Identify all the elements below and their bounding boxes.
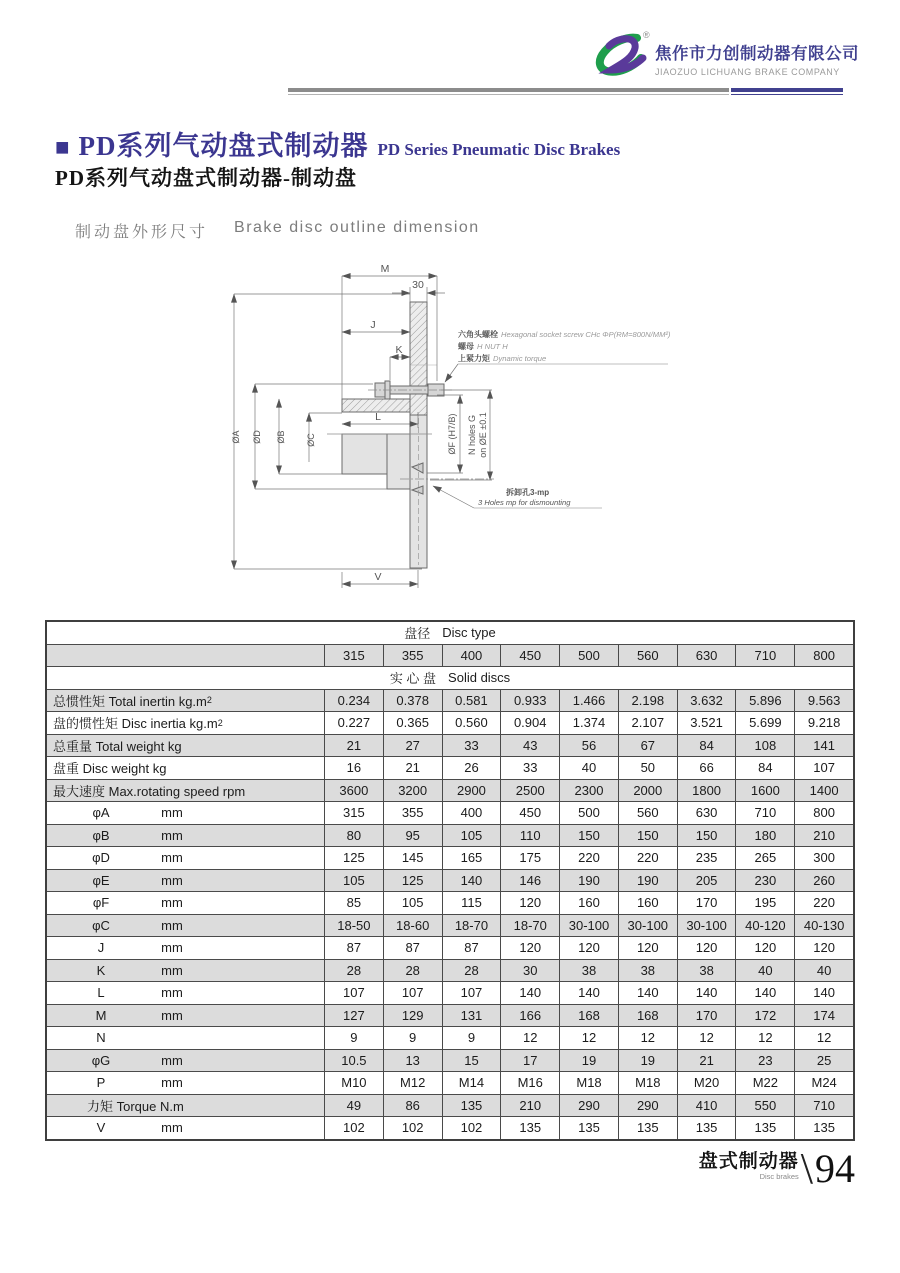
- table-cell: 38: [677, 960, 736, 982]
- hub-block-inner: [387, 434, 410, 489]
- table-cell: 450: [500, 802, 559, 824]
- table-cell: 220: [794, 892, 853, 914]
- row-label: φD mm: [92, 850, 183, 866]
- title-square-bullet: ■: [55, 134, 70, 161]
- table-cell: 0.378: [383, 690, 442, 712]
- table-cell: 205: [677, 870, 736, 892]
- table-cell: 0.560: [442, 712, 501, 734]
- table-cell: 315: [324, 802, 383, 824]
- table-cell: 9.563: [794, 690, 853, 712]
- table-cell: 120: [794, 937, 853, 959]
- table-cell: M22: [735, 1072, 794, 1094]
- table-row: [47, 802, 853, 825]
- table-cell: 95: [383, 825, 442, 847]
- page-subtitle: PD系列气动盘式制动器-制动盘: [55, 166, 357, 190]
- table-cell: 107: [383, 982, 442, 1004]
- header-rule: [288, 88, 843, 96]
- table-cell: 135: [794, 1117, 853, 1139]
- table-cell: 190: [618, 870, 677, 892]
- table-cell: 500: [559, 645, 618, 667]
- table-cell: 38: [559, 960, 618, 982]
- table-cell: 105: [324, 870, 383, 892]
- row-label: 力矩 Torque N.m: [87, 1098, 184, 1114]
- table-cell: 2900: [442, 780, 501, 802]
- row-label: φA mm: [92, 805, 183, 821]
- table-cell: 9: [324, 1027, 383, 1049]
- table-cell: 210: [794, 825, 853, 847]
- table-cell: 107: [794, 757, 853, 779]
- footer-title-cn: 盘式制动器: [698, 1151, 799, 1172]
- table-cell: 146: [500, 870, 559, 892]
- table-cell: 87: [442, 937, 501, 959]
- table-cell: 40-120: [735, 915, 794, 937]
- table-cell: 0.234: [324, 690, 383, 712]
- table-header-cn: 盘径: [404, 626, 431, 642]
- table-cell: 140: [559, 982, 618, 1004]
- table-cell: 140: [618, 982, 677, 1004]
- row-label: V mm: [96, 1120, 183, 1136]
- table-cell: 80: [324, 825, 383, 847]
- table-cell: 2.198: [618, 690, 677, 712]
- table-row: [47, 1072, 853, 1095]
- table-cell: 120: [618, 937, 677, 959]
- table-cell: 210: [500, 1095, 559, 1117]
- table-cell: 120: [735, 937, 794, 959]
- table-cell: 9: [442, 1027, 501, 1049]
- table-cell: 26: [442, 757, 501, 779]
- table-cell: 87: [324, 937, 383, 959]
- table-cell: 172: [735, 1005, 794, 1027]
- table-cell: 102: [442, 1117, 501, 1139]
- table-rows: [47, 690, 853, 1139]
- row-label: K mm: [96, 962, 183, 978]
- row-label: P mm: [96, 1075, 183, 1091]
- table-cell: 1.374: [559, 712, 618, 734]
- table-cell: 550: [735, 1095, 794, 1117]
- table-cell: 0.365: [383, 712, 442, 734]
- note-nut: 螺母 H NUT H: [458, 342, 508, 351]
- dia-label-b: ØB: [276, 430, 286, 444]
- hub-block-outer: [342, 434, 387, 474]
- table-cell: M16: [500, 1072, 559, 1094]
- table-row: [47, 892, 853, 915]
- table-cell: 12: [735, 1027, 794, 1049]
- table-cell: 120: [500, 937, 559, 959]
- table-row: [47, 757, 853, 780]
- registered-mark: ®: [643, 30, 650, 40]
- table-row: [47, 1117, 853, 1139]
- row-label: φG mm: [91, 1052, 183, 1068]
- table-cell: 131: [442, 1005, 501, 1027]
- table-cell: 3.632: [677, 690, 736, 712]
- table-cell: 10.5: [324, 1050, 383, 1072]
- table-cell: 50: [618, 757, 677, 779]
- table-cell: 168: [559, 1005, 618, 1027]
- table-cell: 168: [618, 1005, 677, 1027]
- brake-disc-drawing: [230, 262, 670, 592]
- table-cell: 43: [500, 735, 559, 757]
- table-cell: 174: [794, 1005, 853, 1027]
- note-dismount-en: 3 Holes mp for dismounting: [478, 498, 571, 507]
- table-row: [47, 937, 853, 960]
- table-cell: 84: [735, 757, 794, 779]
- table-cell: 87: [383, 937, 442, 959]
- dia-label-f: ØF (H7/B): [447, 413, 457, 455]
- company-logo-icon: [583, 24, 655, 88]
- table-cell: 1600: [735, 780, 794, 802]
- note-torque: 上紧力矩 Dynamic torque: [458, 354, 547, 363]
- table-cell: 300: [794, 847, 853, 869]
- table-header-row: [47, 622, 853, 645]
- table-cell: 85: [324, 892, 383, 914]
- table-cell: 150: [677, 825, 736, 847]
- table-cell: 0.581: [442, 690, 501, 712]
- row-label: 总重量 Total weight kg: [53, 738, 182, 754]
- table-cell: 560: [618, 645, 677, 667]
- table-cell: 28: [383, 960, 442, 982]
- row-label: L mm: [97, 985, 183, 1001]
- table-row: [47, 825, 853, 848]
- dim-label-j: J: [370, 319, 376, 331]
- table-cell: 105: [383, 892, 442, 914]
- row-label: J mm: [97, 940, 183, 956]
- table-cell: 145: [383, 847, 442, 869]
- table-cell: 560: [618, 802, 677, 824]
- table-cell: M12: [383, 1072, 442, 1094]
- section-heading: [75, 219, 480, 242]
- table-cell: 630: [677, 645, 736, 667]
- table-cell: 235: [677, 847, 736, 869]
- table-cell: 140: [442, 870, 501, 892]
- header-rule-gray: [288, 88, 729, 96]
- table-cell: 710: [735, 645, 794, 667]
- note-bolt: 六角头螺栓 Hexagonal socket screw CHc ΦP(RM=800N/MM²): [458, 330, 670, 339]
- table-cell: [47, 645, 324, 667]
- dia-label-a: ØA: [231, 430, 241, 444]
- table-row: [47, 690, 853, 713]
- table-cell: 0.904: [500, 712, 559, 734]
- table-cell: 33: [500, 757, 559, 779]
- table-cell: 170: [677, 1005, 736, 1027]
- page-title-en: PD Series Pneumatic Disc Brakes: [377, 140, 621, 159]
- page-title-cn: PD系列气动盘式制动器: [78, 131, 369, 161]
- table-cell: 125: [324, 847, 383, 869]
- table-cell: M18: [618, 1072, 677, 1094]
- table-cell: 19: [559, 1050, 618, 1072]
- table-cell: 0.933: [500, 690, 559, 712]
- table-cell: 86: [383, 1095, 442, 1117]
- table-cell: 127: [324, 1005, 383, 1027]
- table-cell: 3.521: [677, 712, 736, 734]
- table-cell: 400: [442, 802, 501, 824]
- table-cell: 120: [677, 937, 736, 959]
- table-cell: 30: [500, 960, 559, 982]
- table-cell: 410: [677, 1095, 736, 1117]
- table-cell: 355: [383, 645, 442, 667]
- table-cell: 1800: [677, 780, 736, 802]
- row-label: 盘重 Disc weight kg: [53, 761, 167, 777]
- table-cell: 40: [794, 960, 853, 982]
- footer-slash: \: [800, 1144, 813, 1194]
- table-cell: 0.227: [324, 712, 383, 734]
- table-cell: 18-70: [500, 915, 559, 937]
- table-cell: 25: [794, 1050, 853, 1072]
- table-cell: 18-50: [324, 915, 383, 937]
- company-name-block: [655, 40, 865, 77]
- table-cell: 190: [559, 870, 618, 892]
- table-cell: 9: [383, 1027, 442, 1049]
- table-cell: 800: [794, 645, 853, 667]
- table-cell: 9.218: [794, 712, 853, 734]
- table-row: [47, 982, 853, 1005]
- table-cell: M24: [794, 1072, 853, 1094]
- footer-title-en: Disc brakes: [759, 1172, 799, 1181]
- table-cell: M14: [442, 1072, 501, 1094]
- table-cell: 450: [500, 645, 559, 667]
- table-cell: 710: [794, 1095, 853, 1117]
- table-cell: 290: [559, 1095, 618, 1117]
- table-cell: 355: [383, 802, 442, 824]
- dim-label-k: K: [395, 344, 403, 356]
- table-cell: 67: [618, 735, 677, 757]
- label-on-e: on ØE ±0.1: [478, 412, 488, 458]
- table-cell: 180: [735, 825, 794, 847]
- label-n-holes: N holes G: [467, 414, 477, 456]
- table-cell: 220: [559, 847, 618, 869]
- table-solid-cn: 实 心 盘: [389, 671, 437, 687]
- table-cell: 102: [324, 1117, 383, 1139]
- table-cell: 30-100: [559, 915, 618, 937]
- table-cell: 2.107: [618, 712, 677, 734]
- table-cell: 120: [559, 937, 618, 959]
- table-cell: 17: [500, 1050, 559, 1072]
- table-cell: 140: [735, 982, 794, 1004]
- table-cell: 28: [442, 960, 501, 982]
- table-cell: 12: [677, 1027, 736, 1049]
- disc-plate-upper: [410, 302, 427, 415]
- table-cell: 56: [559, 735, 618, 757]
- page-number: 94: [815, 1146, 855, 1191]
- table-cell: 165: [442, 847, 501, 869]
- table-cell: 40-130: [794, 915, 853, 937]
- table-cell: 1400: [794, 780, 853, 802]
- table-cell: 30-100: [618, 915, 677, 937]
- table-cell: 800: [794, 802, 853, 824]
- table-cell: 18-70: [442, 915, 501, 937]
- table-cell: 21: [383, 757, 442, 779]
- table-cell: 166: [500, 1005, 559, 1027]
- table-cell: 33: [442, 735, 501, 757]
- page-footer: [698, 1144, 855, 1194]
- row-label: φE mm: [92, 872, 183, 888]
- table-cell: 49: [324, 1095, 383, 1117]
- table-cell: 3200: [383, 780, 442, 802]
- dim-label-30: 30: [412, 279, 424, 291]
- table-cell: 260: [794, 870, 853, 892]
- dim-label-m: M: [380, 263, 390, 275]
- section-heading-en: Brake disc outline dimension: [234, 219, 480, 236]
- spec-table: [45, 620, 855, 1141]
- table-size-row: [47, 645, 853, 668]
- dim-label-l: L: [375, 411, 381, 423]
- table-cell: 21: [677, 1050, 736, 1072]
- table-cell: 27: [383, 735, 442, 757]
- company-name-en: JIAOZUO LICHUANG BRAKE COMPANY: [655, 67, 840, 77]
- table-cell: 23: [735, 1050, 794, 1072]
- table-cell: 2000: [618, 780, 677, 802]
- table-cell: 160: [618, 892, 677, 914]
- table-cell: 290: [618, 1095, 677, 1117]
- table-cell: 230: [735, 870, 794, 892]
- table-row: [47, 870, 853, 893]
- table-cell: 141: [794, 735, 853, 757]
- table-cell: 84: [677, 735, 736, 757]
- table-cell: 115: [442, 892, 501, 914]
- table-cell: 30-100: [677, 915, 736, 937]
- row-label: 最大速度 Max.rotating speed rpm: [53, 783, 246, 799]
- table-cell: 135: [442, 1095, 501, 1117]
- table-cell: M20: [677, 1072, 736, 1094]
- table-cell: 105: [442, 825, 501, 847]
- table-cell: M18: [559, 1072, 618, 1094]
- table-cell: 40: [559, 757, 618, 779]
- table-cell: 28: [324, 960, 383, 982]
- table-cell: 12: [794, 1027, 853, 1049]
- table-cell: 1.466: [559, 690, 618, 712]
- table-row: [47, 1005, 853, 1028]
- dim-label-v: V: [374, 571, 382, 583]
- table-cell: 40: [735, 960, 794, 982]
- header-rule-purple: [731, 88, 843, 96]
- table-cell: 315: [324, 645, 383, 667]
- table-cell: 18-60: [383, 915, 442, 937]
- table-cell: 710: [735, 802, 794, 824]
- note-dismount-cn: 拆卸孔3-mp: [506, 488, 550, 497]
- table-cell: 160: [559, 892, 618, 914]
- disc-section-geometry: [327, 302, 444, 568]
- row-label: φF mm: [92, 895, 183, 911]
- table-cell: 107: [442, 982, 501, 1004]
- footer-labels: [699, 1146, 799, 1187]
- table-row: [47, 1050, 853, 1073]
- company-name-cn: 焦作市力创制动器有限公司: [655, 45, 859, 63]
- table-cell: 12: [559, 1027, 618, 1049]
- table-cell: 135: [559, 1117, 618, 1139]
- table-cell: 630: [677, 802, 736, 824]
- table-row: [47, 1095, 853, 1118]
- dia-label-c: ØC: [306, 433, 316, 447]
- table-cell: 125: [383, 870, 442, 892]
- table-cell: 220: [618, 847, 677, 869]
- table-cell: 140: [677, 982, 736, 1004]
- table-cell: 175: [500, 847, 559, 869]
- row-label: 总惯性矩 Total inertin kg.m 2: [53, 693, 212, 709]
- table-cell: 5.896: [735, 690, 794, 712]
- table-cell: 140: [500, 982, 559, 1004]
- table-cell: 108: [735, 735, 794, 757]
- table-cell: 15: [442, 1050, 501, 1072]
- table-cell: 140: [794, 982, 853, 1004]
- table-cell: 66: [677, 757, 736, 779]
- table-cell: 170: [677, 892, 736, 914]
- table-cell: 265: [735, 847, 794, 869]
- table-row: [47, 735, 853, 758]
- table-row: [47, 1027, 853, 1050]
- table-cell: 110: [500, 825, 559, 847]
- table-cell: 400: [442, 645, 501, 667]
- table-solid-row: [47, 667, 853, 690]
- table-cell: 135: [500, 1117, 559, 1139]
- row-label: φC mm: [92, 917, 183, 933]
- table-cell: 12: [500, 1027, 559, 1049]
- row-label: φB mm: [92, 827, 183, 843]
- table-row: [47, 847, 853, 870]
- table-cell: M10: [324, 1072, 383, 1094]
- table-cell: 3600: [324, 780, 383, 802]
- table-header-en: Disc type: [442, 625, 496, 641]
- table-cell: 12: [618, 1027, 677, 1049]
- page-title: [55, 124, 620, 163]
- table-cell: 120: [500, 892, 559, 914]
- table-cell: 2300: [559, 780, 618, 802]
- table-cell: 135: [618, 1117, 677, 1139]
- table-cell: 150: [618, 825, 677, 847]
- table-cell: 5.699: [735, 712, 794, 734]
- table-cell: 19: [618, 1050, 677, 1072]
- table-cell: 38: [618, 960, 677, 982]
- table-cell: 150: [559, 825, 618, 847]
- table-cell: 107: [324, 982, 383, 1004]
- table-cell: 2500: [500, 780, 559, 802]
- row-label: M mm: [95, 1007, 183, 1023]
- table-row: [47, 712, 853, 735]
- table-cell: 195: [735, 892, 794, 914]
- row-label: N: [96, 1030, 106, 1046]
- row-label: 盘的惯性矩 Disc inertia kg.m 2: [53, 716, 223, 732]
- section-heading-cn: 制动盘外形尺寸: [75, 224, 209, 241]
- table-row: [47, 960, 853, 983]
- table-cell: 16: [324, 757, 383, 779]
- table-row: [47, 780, 853, 803]
- table-cell: 135: [735, 1117, 794, 1139]
- table-cell: 500: [559, 802, 618, 824]
- table-cell: 21: [324, 735, 383, 757]
- table-cell: 129: [383, 1005, 442, 1027]
- dia-label-d: ØD: [252, 430, 262, 444]
- table-cell: 13: [383, 1050, 442, 1072]
- table-solid-en: Solid discs: [448, 670, 511, 686]
- table-row: [47, 915, 853, 938]
- table-cell: 135: [677, 1117, 736, 1139]
- table-cell: 102: [383, 1117, 442, 1139]
